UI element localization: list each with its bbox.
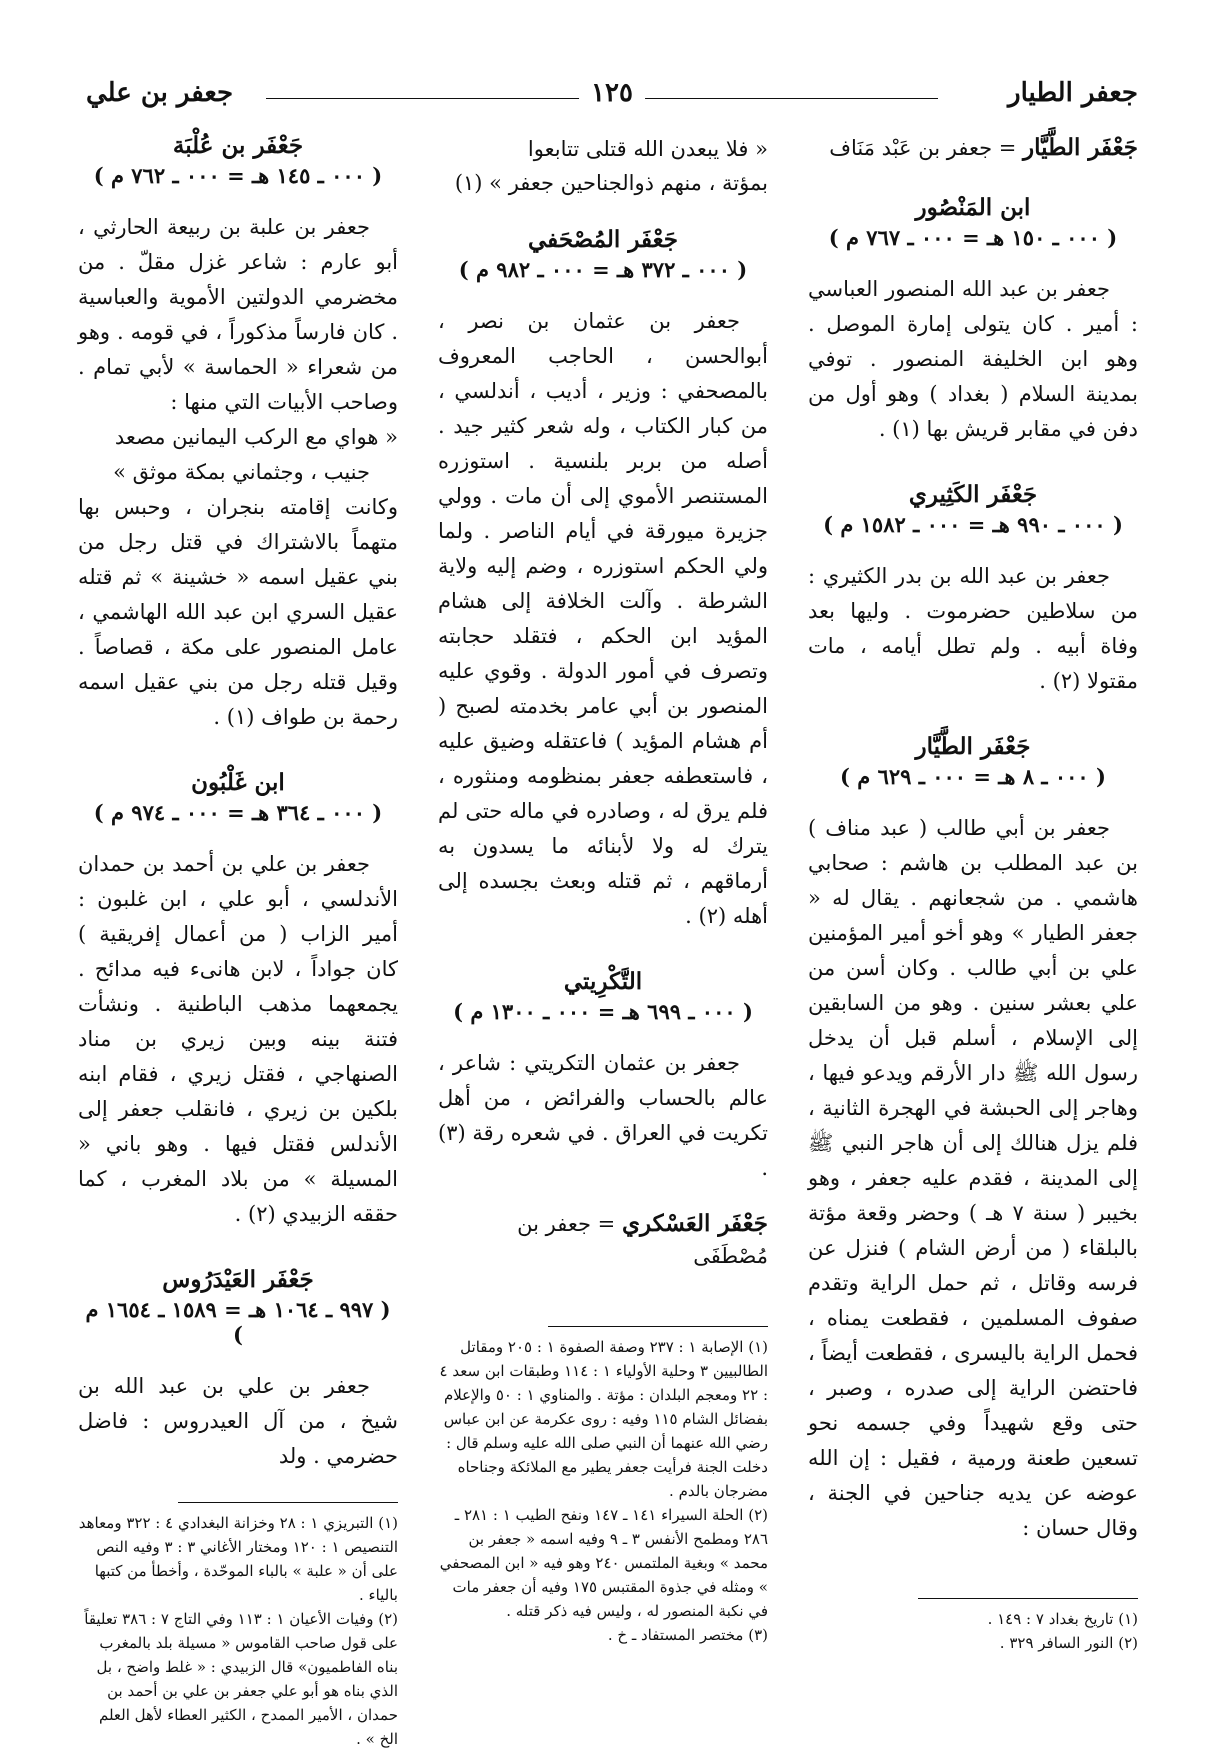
entry-body: جعفر بن عبد الله بن بدر الكثيري : من سلاطين حضرموت . وليها بعد وفاة أبيه . ولم تطل أيامه ، مات مقتولا (٢) . [808, 564, 1138, 693]
entry-title: جَعْفَر العَيْدَرُوس [162, 1266, 314, 1293]
entry-title: جَعْفَر المُصْحَفي [528, 226, 678, 253]
running-head-left: جعفر بن علي [86, 78, 234, 108]
entry-dates: ( ٠٠٠ ـ ٨ هـ = ٠٠٠ ـ ٦٢٩ م ) [840, 764, 1106, 789]
footnote-rule [178, 1502, 398, 1503]
entry-dates: ( ٩٩٧ ـ ١٠٦٤ هـ = ١٥٨٩ ـ ١٦٥٤ م ) [85, 1297, 391, 1347]
footnote: (٢) النور السافر ٣٢٩ . [999, 1634, 1138, 1652]
entry-dates: ( ٠٠٠ ـ ٩٩٠ هـ = ٠٠٠ ـ ١٥٨٢ م ) [823, 512, 1123, 537]
entry-body: جعفر بن علبة بن ربيعة الحارثي ، أبو عارم : شاعر غزل مقلّ . من مخضرمي الدولتين الأموية والعباسية . كان فارساً مذكوراً ، في قومه . وهو من شعراء « الحماسة » لأبي تمام . وصاحب الأبيات التي منها : [78, 215, 398, 414]
running-head-right: جعفر الطيار [1008, 78, 1138, 108]
entry-title: التَّكْرِيتي [563, 968, 643, 995]
entry-title: ابن غَلْبُون [191, 769, 285, 796]
verse-line: « فلا يبعدن الله قتلى تتابعوا [527, 137, 768, 161]
verse-line: « هواي مع الركب اليمانين مصعد [114, 425, 398, 449]
cross-reference [808, 132, 1138, 164]
footnote-rule [918, 1598, 1138, 1599]
xref-head: جَعْفَر العَسْكري [621, 1210, 768, 1237]
cross-reference [438, 1208, 768, 1272]
column-middle [438, 132, 768, 1647]
entry-title: ابن المَنْصُور [915, 194, 1031, 221]
entry-al-tayyar [808, 733, 1138, 1546]
footnotes [78, 1511, 398, 1751]
entry-title: جَعْفَر بن عُلْبَة [172, 132, 304, 159]
entry-dates: ( ٠٠٠ ـ ١٥٠ هـ = ٠٠٠ ـ ٧٦٧ م ) [828, 225, 1118, 250]
entry-al-kathiri [808, 481, 1138, 699]
footnotes [808, 1607, 1138, 1655]
footnote: (١) الإصابة ١ : ٢٣٧ وصفة الصفوة ١ : ٢٠٥ ومقاتل الطالبيين ٣ وحلية الأولياء ١ : ١١٤ وطبقات ابن سعد ٤ : ٢٢ ومعجم البلدان : مؤتة . والمناوي ١ : ٥٠ والإعلام بفضائل الشام ١١٥ وفيه : روى عكرمة عن ابن عباس رضي الله عنهما أن النبي صلى الله عليه وسلم قال : دخلت الجنة فرأيت جعفر يطير مع الملائكة وجناحاه مضرجان بالدم . [439, 1338, 768, 1500]
entry-body: جعفر بن علي بن أحمد بن حمدان الأندلسي ، أبو علي ، ابن غلبون : أمير الزاب ( من أعمال إفريقية ) كان جواداً ، لابن هانىء فيه مدائح . يجمعهما مذهب الباطنية . ونشأت فتنة بينه وبين زيري بن مناد الصنهاجي ، فقتل زيري ، فقام ابنه بلكين بن زيري ، فانقلب جعفر إلى الأندلس فقتل فيها . وهو باني « المسيلة » من بلاد المغرب ، كما حققه الزبيدي (٢) . [78, 852, 398, 1226]
entry-al-mushafi [438, 226, 768, 934]
page-header [86, 78, 1138, 118]
footnote: (٢) وفيات الأعيان ١ : ١١٣ وفي التاج ٧ : ٣٨٦ تعليقاً على قول صاحب القاموس « مسيلة بلد بالمغرب بناه الفاطميون» قال الزبيدي : « غلط واضح ، بل الذي بناه هو أبو علي جعفر بن علي بن أحمد بن حمدان ، الأمير الممدح ، الكثير العطاء لأهل العلم الخ » . [84, 1610, 398, 1748]
entry-ibn-ghalbun [78, 769, 398, 1232]
entry-body: جعفر بن عثمان بن نصر ، أبوالحسن ، الحاجب المعروف بالمصحفي : وزير ، أديب ، أندلسي ، من كبار الكتاب ، وله شعر كثير جيد . أصله من بربر بلنسية . استوزره المستنصر الأموي إلى أن مات . وولي جزيرة ميورقة في أيام الناصر . ولما ولي الحكم استوزره ، وضم إليه ولاية الشرطة . وآلت الخلافة إلى هشام المؤيد ابن الحكم ، فتقلد حجابته وتصرف في أمور الدولة . وقوي عليه المنصور بن أبي عامر بخدمته لصبح ( أم هشام المؤيد ) فاعتقله وضيق عليه ، فاستعطفه جعفر بمنظومه ومنثوره ، فلم يرق له ، وصادره في ماله حتى لم يترك له ولا لأبنائه ما يسدون به أرماقهم ، ثم قتله وبعث بجسده إلى أهله (٢) . [438, 309, 768, 928]
footnote-rule [548, 1326, 768, 1327]
entry-al-aydarus [78, 1266, 398, 1474]
poem-verse [438, 132, 768, 200]
entry-body: وكانت إقامته بنجران ، وحبس بها متهماً بالاشتراك في قتل رجل من بني عقيل اسمه « خشينة » ثم قتله عقيل السري ابن عبد الله الهاشمي ، عامل المنصور على مكة ، قصاصاً . وقيل قتله رجل من بني عقيل اسمه رحمة بن طواف (١) . [78, 495, 398, 729]
xref-target: = جعفر بن عَبْد مَنَاف [829, 136, 1017, 160]
entry-dates: ( ٠٠٠ ـ ٦٩٩ هـ = ٠٠٠ ـ ١٣٠٠ م ) [453, 999, 753, 1024]
xref-head: جَعْفَر الطَّيَّار [1023, 134, 1138, 161]
footnote: (٣) مختصر المستفاد ـ خ . [607, 1626, 768, 1644]
entry-body: جعفر بن أبي طالب ( عبد مناف ) بن عبد المطلب بن هاشم : صحابي هاشمي . من شجعانهم . يقال له « جعفر الطيار » وهو أخو أمير المؤمنين علي بن أبي طالب . وكان أسن من علي بعشر سنين . وهو من السابقين إلى الإسلام ، أسلم قبل أن يدخل رسول الله ﷺ دار الأرقم ويدعو فيها ، وهاجر إلى الحبشة في الهجرة الثانية ، فلم يزل هنالك إلى أن هاجر النبي ﷺ إلى المدينة ، فقدم عليه جعفر ، وهو بخيبر ( سنة ٧ هـ ) وحضر وقعة مؤتة بالبلقاء ( من أرض الشام ) فنزل عن فرسه وقاتل ، ثم حمل الراية وتقدم صفوف المسلمين ، فقطعت يمناه ، فحمل الراية باليسرى ، فقطعت أيضاً ، فاحتضن الراية إلى صدره ، وصبر ، حتى وقع شهيداً وفي جسمه نحو تسعين طعنة ورمية ، فقيل : إن الله عوضه عن يديه جناحين في الجنة ، وقال حسان : [808, 816, 1138, 1540]
entry-dates: ( ٠٠٠ ـ ٣٧٢ هـ = ٠٠٠ ـ ٩٨٢ م ) [458, 257, 748, 282]
page-number: ١٢٥ [579, 78, 645, 108]
entry-al-takriti [438, 968, 768, 1186]
entry-body: جعفر بن عثمان التكريتي : شاعر ، عالم بالحساب والفرائض ، من أهل تكريت في العراق . في شعره رقة (٣) . [438, 1051, 768, 1180]
entry-body: جعفر بن عبد الله المنصور العباسي : أمير . كان يتولى إمارة الموصل . وهو ابن الخليفة المنصور . توفي بمدينة السلام ( بغداد ) وهو أول من دفن في مقابر قريش بها (١) . [808, 277, 1138, 441]
footnote: (٢) الحلة السيراء ١٤١ ـ ١٤٧ ونفح الطيب ١ : ٢٨١ ـ ٢٨٦ ومطمح الأنفس ٣ ـ ٩ وفيه اسمه « جعفر بن محمد » وبغية الملتمس ٢٤٠ وهو فيه « ابن المصحفي » ومثله في جذوة المقتبس ١٧٥ وفيه أن جعفر مات في نكبة المنصور له ، وليس فيه ذكر قتله . [439, 1506, 768, 1620]
xref-target: = جعفر بن مُصْطَفَى [517, 1212, 768, 1268]
entry-dates: ( ٠٠٠ ـ ١٤٥ هـ = ٠٠٠ ـ ٧٦٢ م ) [93, 163, 383, 188]
entry-ibn-al-mansur [808, 194, 1138, 447]
entry-title: جَعْفَر الكَثِيري [908, 481, 1038, 508]
entry-ibn-ulba [78, 132, 398, 735]
entry-body: جعفر بن علي بن عبد الله بن شيخ ، من آل العيدروس : فاضل حضرمي . ولد [78, 1374, 398, 1468]
verse-line: جنيب ، وجثماني بمكة موثق » [113, 460, 370, 484]
entry-title: جَعْفَر الطَّيَّار [915, 733, 1031, 760]
verse-line: بمؤتة ، منهم ذوالجناحين جعفر » (١) [454, 171, 768, 195]
footnote: (١) التبريزي ١ : ٢٨ وخزانة البغدادي ٤ : ٣٢٢ ومعاهد التنصيص ١ : ١٢٠ ومختار الأغاني ٣ : ٣ وفيه النص على أن « علبة » بالباء الموحّدة ، وأخطأ من كتبها بالياء . [78, 1514, 398, 1604]
footnotes [438, 1335, 768, 1647]
column-right [808, 132, 1138, 1655]
footnote: (١) تاريخ بغداد ٧ : ١٤٩ . [987, 1610, 1138, 1628]
column-left [78, 132, 398, 1751]
entry-dates: ( ٠٠٠ ـ ٣٦٤ هـ = ٠٠٠ ـ ٩٧٤ م ) [93, 800, 383, 825]
